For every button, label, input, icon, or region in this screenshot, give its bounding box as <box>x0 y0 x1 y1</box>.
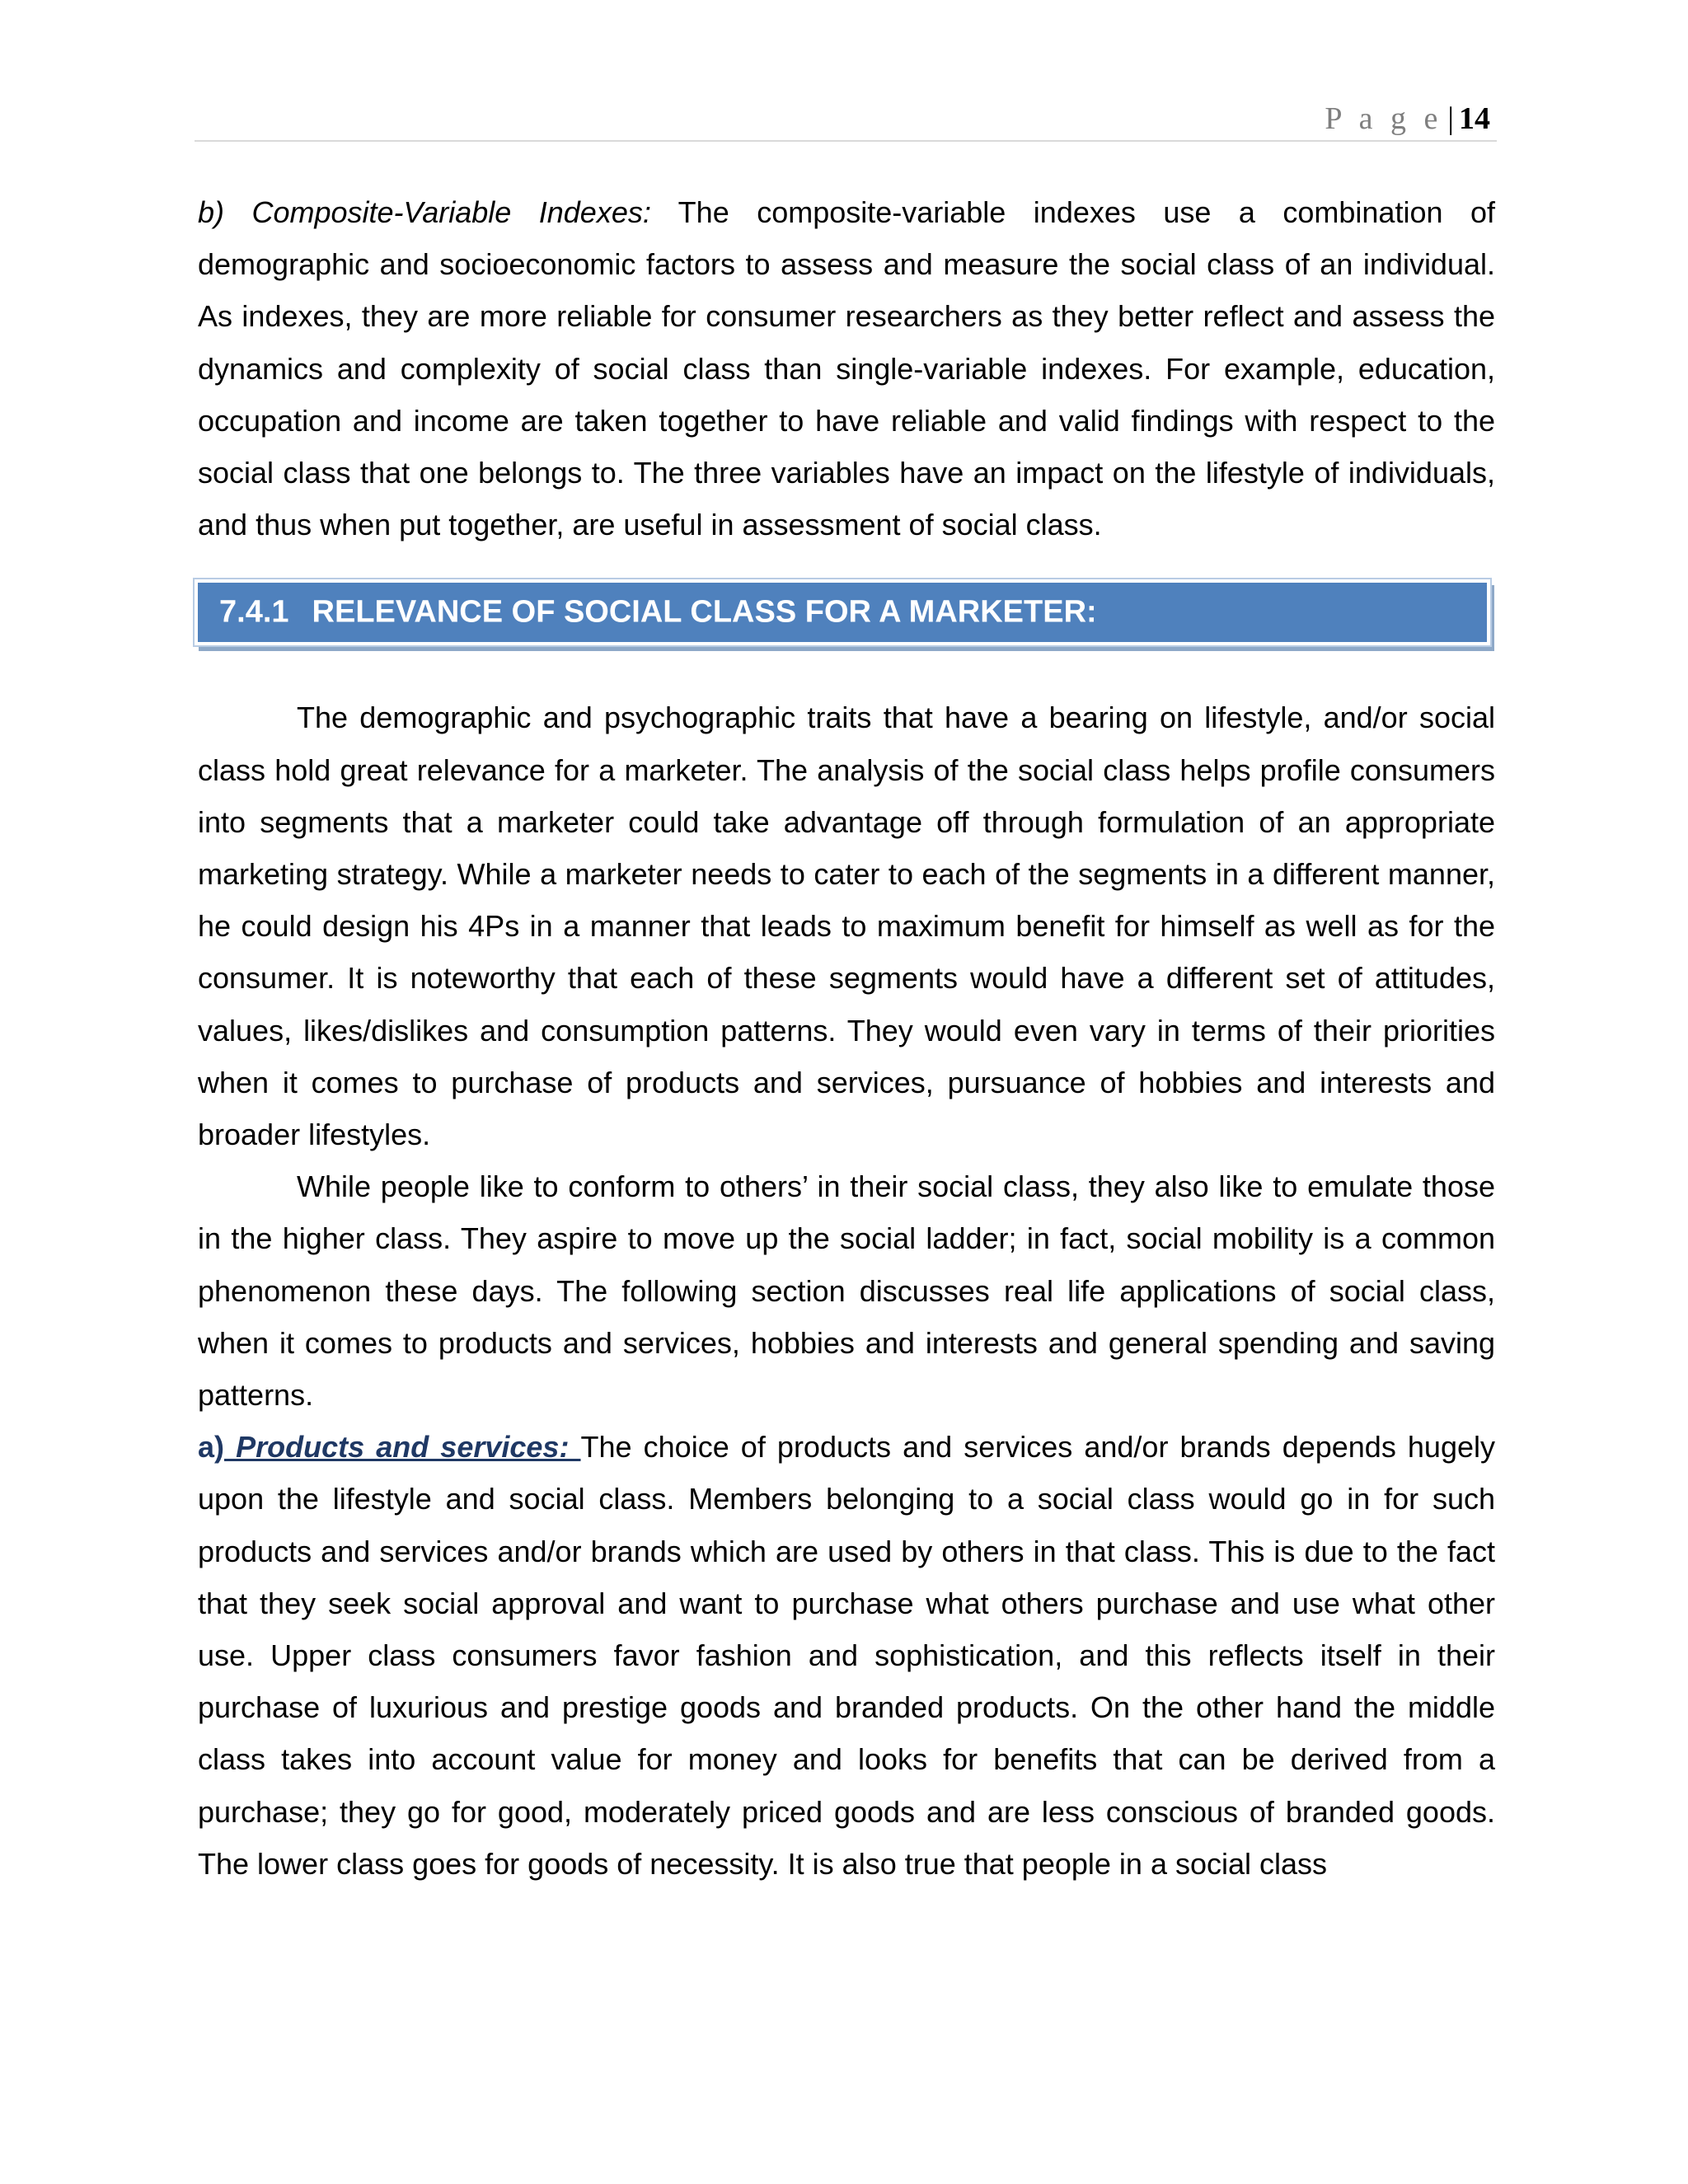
relevance-paragraph-1: The demographic and psychographic traits that have a bearing on lifestyle, and/or social class hold great relevance for a marketer. The analysis of the social class helps profile consumers into segments that a marketer could take advantage off through formulation of an appropriate marketing strategy. While a marketer needs to cater to each of the segments in a different manner, he could design his 4Ps in a manner that leads to maximum benefit for himself as well as for the consumer. It is noteworthy that each of these segments would have a different set of attitudes, values, likes/dislikes and consumption patterns. They would even vary in terms of their priorities when it comes to purchase of products and services, pursuance of hobbies and interests and broader lifestyles. <box>198 701 1495 1152</box>
page-number-value: 14 <box>1459 101 1490 136</box>
section-heading <box>195 579 1490 645</box>
products-services-paragraph <box>198 1421 1495 1890</box>
composite-variable-label: b) Composite-Variable Indexes: <box>198 195 651 229</box>
products-services-text: The choice of products and services and/or brands depends hugely upon the lifestyle and social class. Members belonging to a social class would go in for such products and services and/or brands which are used by others in that class. This is due to the fact that they seek social approval and want to purchase what others purchase and use what other use. Upper class consumers favor fashion and sophistication, and this reflects itself in their purchase of luxurious and prestige goods and branded products. On the other hand the middle class takes into account value for money and looks for benefits that can be derived from a purchase; they go for good, moderately priced goods and are less conscious of branded goods. The lower class goes for goods of necessity. It is also true that people in a social class <box>198 1430 1495 1881</box>
page-header <box>195 97 1497 142</box>
composite-variable-text: The composite-variable indexes use a combination of demographic and socioeconomic factors to assess and measure the social class of an individual. As indexes, they are more reliable for consumer researchers as they better reflect and assess the dynamics and complexity of social class than single-variable indexes. For example, education, occupation and income are taken together to have reliable and valid findings with respect to the social class that one belongs to. The three variables have an impact on the lifestyle of individuals, and thus when put together, are useful in assessment of social class. <box>198 195 1495 542</box>
document-body <box>198 186 1495 1890</box>
page-label: P a g e <box>1325 101 1443 136</box>
products-services-label <box>198 1430 581 1464</box>
products-services-title: Products and services: <box>224 1430 581 1465</box>
section-title: RELEVANCE OF SOCIAL CLASS FOR A MARKETER: <box>312 594 1097 630</box>
section-number: 7.4.1 <box>219 594 289 630</box>
composite-variable-paragraph <box>198 186 1495 551</box>
page-number <box>1325 101 1490 137</box>
products-services-prefix: a) <box>198 1430 225 1465</box>
relevance-paragraph-2: While people like to conform to others’ in their social class, they also like to emulate those in the higher class. They aspire to move up the social ladder; in fact, social mobility is a common phenomenon these days. The following section discusses real life applications of social class, when it comes to products and services, hobbies and interests and general spending and saving patterns. <box>198 1169 1495 1413</box>
section-heading-text <box>219 587 1097 639</box>
page-separator: | <box>1447 101 1454 136</box>
